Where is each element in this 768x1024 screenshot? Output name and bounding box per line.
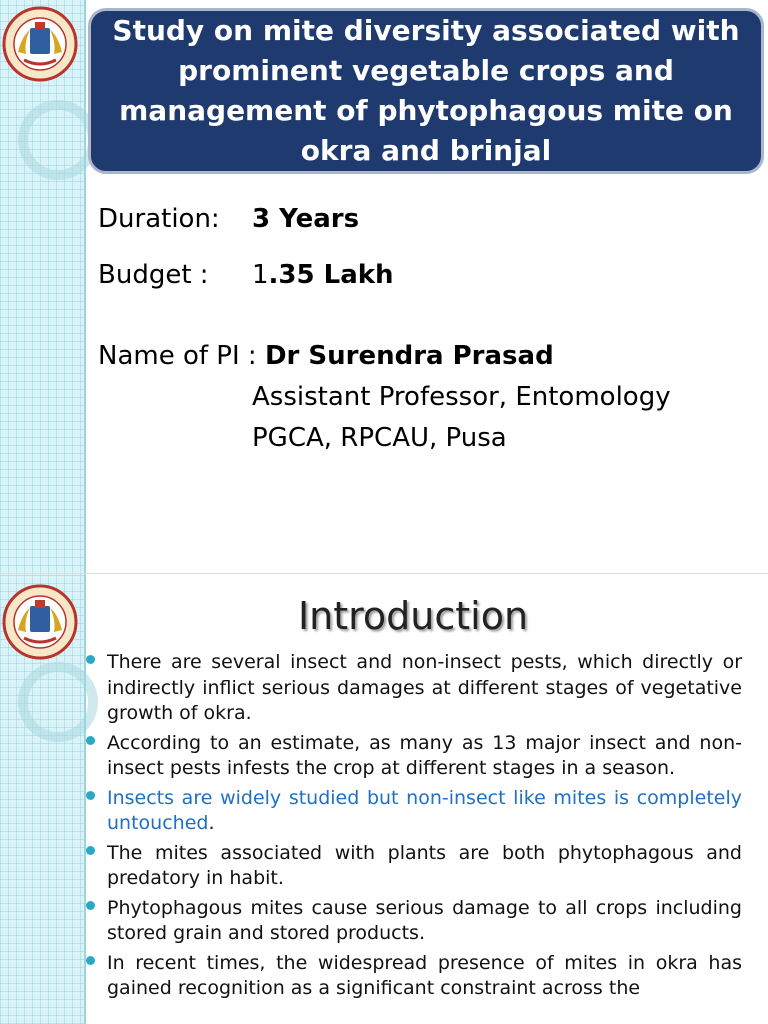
bullet-text: According to an estimate, as many as 13 major insect and non-insect pests infests the crop at different stages in a season.	[107, 731, 742, 779]
bullet-icon	[86, 791, 95, 800]
bullet-icon	[86, 901, 95, 910]
list-item	[86, 650, 742, 727]
bullet-text: The mites associated with plants are both phytophagous and predatory in habit.	[107, 841, 742, 889]
bullet-text: There are several insect and non-insect pests, which directly or indirectly inflict serious damages at different stages of vegetative growth of okra.	[107, 651, 742, 724]
pi-line	[98, 341, 554, 371]
university-logo	[2, 584, 78, 660]
slide-title-banner	[88, 8, 764, 174]
budget-value-amount: .35 Lakh	[268, 260, 394, 290]
bullet-text: In recent times, the widespread presence of mites in okra has gained recognition as a significant constraint across the	[107, 951, 742, 999]
side-panel-edge	[84, 0, 86, 574]
bullet-icon	[86, 846, 95, 855]
slide-title: Study on mite diversity associated with prominent vegetable crops and management of phytophagous mite on okra and brinjal	[112, 14, 740, 167]
bullet-text: Phytophagous mites cause serious damage to all crops including stored grain and stored products.	[107, 896, 742, 944]
list-item	[86, 841, 742, 892]
list-item	[86, 951, 742, 1002]
duration-label: Duration:	[98, 204, 220, 234]
pi-affiliation: PGCA, RPCAU, Pusa	[252, 423, 507, 453]
budget-value	[252, 260, 394, 290]
pi-designation: Assistant Professor, Entomology	[252, 382, 671, 412]
budget-label: Budget :	[98, 260, 209, 290]
bullet-icon	[86, 736, 95, 745]
pi-name: Dr Surendra Prasad	[264, 341, 554, 371]
bullet-icon	[86, 956, 95, 965]
bullet-text-tail: .	[208, 812, 215, 834]
slide-introduction	[0, 574, 768, 1024]
budget-value-prefix: 1	[252, 260, 269, 290]
pi-label: Name of PI :	[98, 341, 257, 371]
university-logo	[2, 6, 78, 82]
bullet-icon	[86, 655, 95, 664]
intro-title: Introduction	[297, 594, 529, 638]
list-item	[86, 786, 742, 837]
list-item	[86, 896, 742, 947]
bullet-list	[86, 650, 742, 1006]
decorative-circle	[18, 100, 98, 180]
bullet-highlight-text: Insects are widely studied but non-insect like mites is completely untouched	[107, 786, 742, 834]
decorative-side-panel	[0, 0, 86, 574]
duration-value: 3 Years	[252, 204, 360, 234]
list-item	[86, 731, 742, 782]
